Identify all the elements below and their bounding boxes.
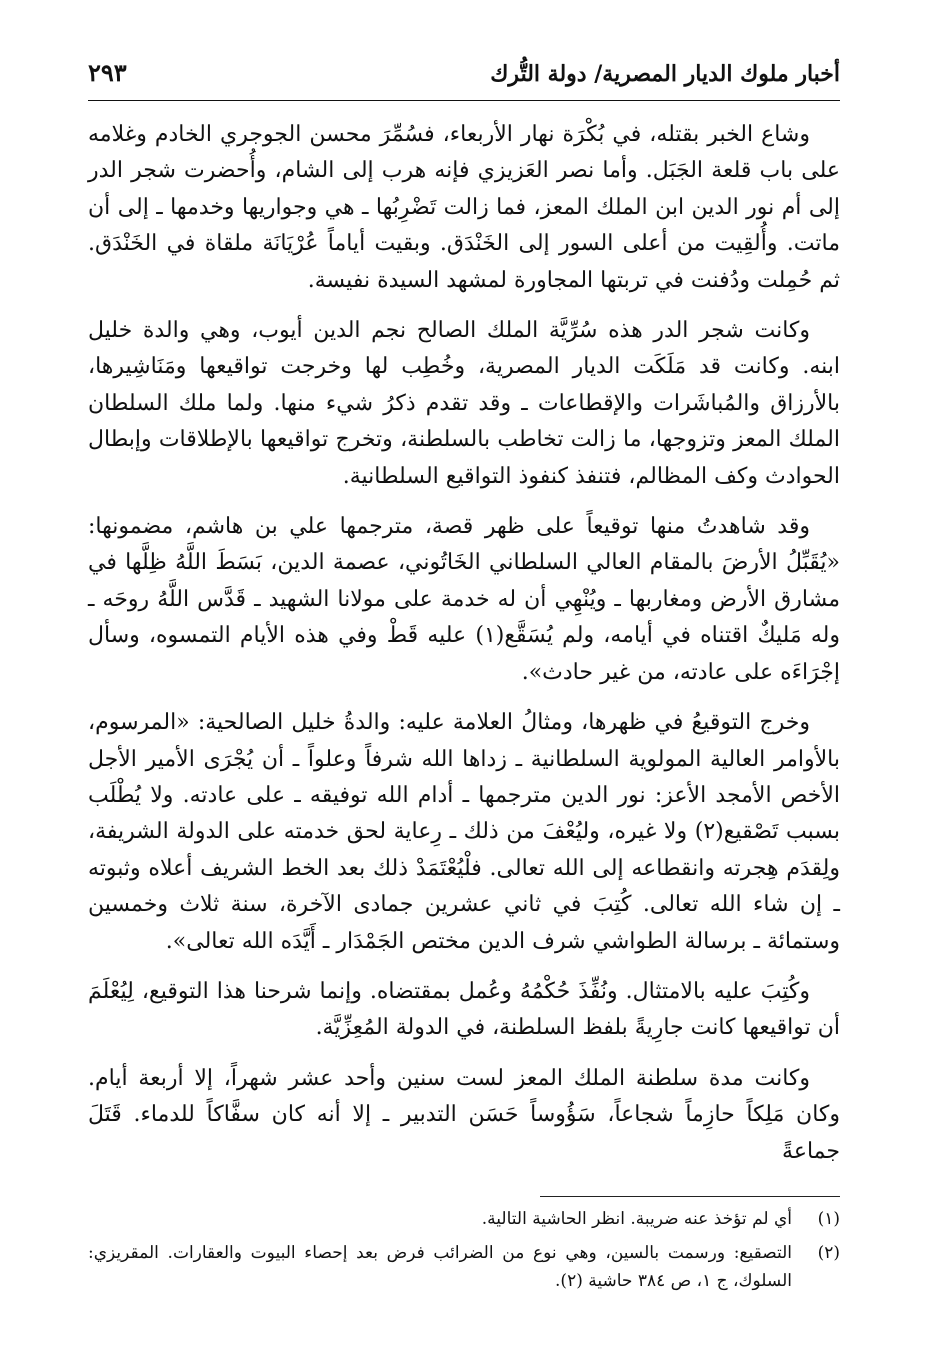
running-header bbox=[88, 58, 840, 101]
footnote-number: (١) bbox=[817, 1208, 840, 1229]
body-text bbox=[88, 117, 840, 1170]
running-title: أخبار ملوك الديار المصرية/ دولة التُّرك bbox=[490, 61, 840, 87]
paragraph: وخرج التوقيعُ في ظهرها، ومثالُ العلامة عليه: والدةُ خليل الصالحية: «المرسوم، بالأوامر العالية المولوية السلطانية ـ زداها الله شرفاً وعلواً ـ أن يُجْرَى الأمير الأجل الأخص الأمجد الأعز: نور الدين مترجمها ـ أدام الله توفيقه ـ على عادته. ولا يُطْلَب بسبب تَصْقيع(٢) ولا غيره، وليُعْفَ من ذلك ـ رِعاية لحق خدمته على الدولة الشريفة، ولِقدَم هِجرته وانقطاعه إلى الله تعالى. فلْيُعْتَمَدْ ذلك بعد الخط الشريف أعلاه وثبوته ـ إن شاء الله تعالى. كُتِبَ في ثاني عشرين جمادى الآخرة، سنة ثلاث وخمسين وستمائة ـ برسالة الطواشي شرف الدين مختص الجَمْدَار ـ أَيَّدَه الله تعالى». bbox=[88, 710, 841, 954]
paragraph: وقد شاهدتُ منها توقيعاً على ظهر قصة، مترجمها علي بن هاشم، مضمونها: «يُقَبِّلُ الأرضَ بالمقام العالي السلطاني الخَاتُوني، عصمة الدين، بَسَطَ اللَّهُ ظِلَّها في مشارق الأرض ومغاربها ـ ويُنْهِي أن له خدمة على مولانا الشهيد ـ قَدَّس اللَّهُ روحَه ـ وله مَليكٌ اقتناه في أيامه، ولم يُسَقَّع(١) عليه قَطْ وفي هذه الأيام التمسوه، وسأل إجْرَاءَه على عادته، من غير حادث». bbox=[88, 514, 841, 685]
footnote-text: أي لم تؤخذ عنه ضريبة. انظر الحاشية التالية. bbox=[481, 1208, 792, 1229]
footnotes bbox=[88, 1205, 840, 1295]
paragraph: وكُتِبَ عليه بالامتثال. ونُفِّذَ حُكْمُهُ وعُمل بمقتضاه. وإنما شرحنا هذا التوقيع، لِيُعْلَمَ أن تواقيعها كانت جارِيةً بلفظ السلطنة، في الدولة المُعِزِّيَّة. bbox=[88, 978, 840, 1041]
footnote-divider bbox=[540, 1196, 840, 1197]
footnote bbox=[88, 1239, 840, 1295]
paragraph: وكانت شجر الدر هذه سُرِّيَّة الملك الصالح نجم الدين أيوب، وهي والدة خليل ابنه. وكانت قد مَلَكَت الديار المصرية، وخُطِب لها وخرجت تواقيعها ومَنَاشِيرها، بالأرزاق والمُباشَرات والإقطاعات ـ وقد تقدم ذكرُ شيء منها. ولما ملك السلطان الملك المعز وتزوجها، ما زالت تخاطب بالسلطنة، وتخرج تواقيعها بالإطلاقات وإبطال الحوادث وكف المظالم، فتنفذ كنفوذ التواقيع السلطانية. bbox=[88, 318, 840, 489]
page-number: ٢٩٣ bbox=[88, 58, 127, 87]
footnote-text: التصقيع: ورسمت بالسين، وهي نوع من الضرائب فرض بعد إحصاء البيوت والعقارات. المقريزي: السلوك، ج ١، ص ٣٨٤ حاشية (٢). bbox=[88, 1242, 792, 1291]
paragraph: وكانت مدة سلطنة الملك المعز لست سنين وأحد عشر شهراً، إلا أربعة أيام. وكان مَلِكاً حازِماً شجاعاً، سَؤُوساً حَسَن التدبير ـ إلا أنه كان سفَّاكاً للدماء. قَتَلَ جماعةً bbox=[88, 1065, 840, 1164]
footnote-number: (٢) bbox=[817, 1242, 840, 1263]
paragraph: وشاع الخبر بقتله، في بُكْرَة نهار الأربعاء، فسُمِّرَ محسن الجوجري الخادم وغلامه على باب قلعة الجَبَل. وأما نصر العَزيزي فإنه هرب إلى الشام، وأُحضرت شجر الدر إلى أم نور الدين ابن الملك المعز، فما زالت تَضْرِبُها ـ هي وجواريها وخدمها ـ إلى أن ماتت. وأُلقِيت من أعلى السور إلى الخَنْدَق. وبقيت أياماً عُرْيَانَة ملقاة في الخَنْدَق. ثم حُمِلت ودُفنت في تربتها المجاورة لمشهد السيدة نفيسة. bbox=[88, 122, 840, 293]
footnote bbox=[88, 1205, 840, 1233]
book-page bbox=[88, 58, 840, 1338]
